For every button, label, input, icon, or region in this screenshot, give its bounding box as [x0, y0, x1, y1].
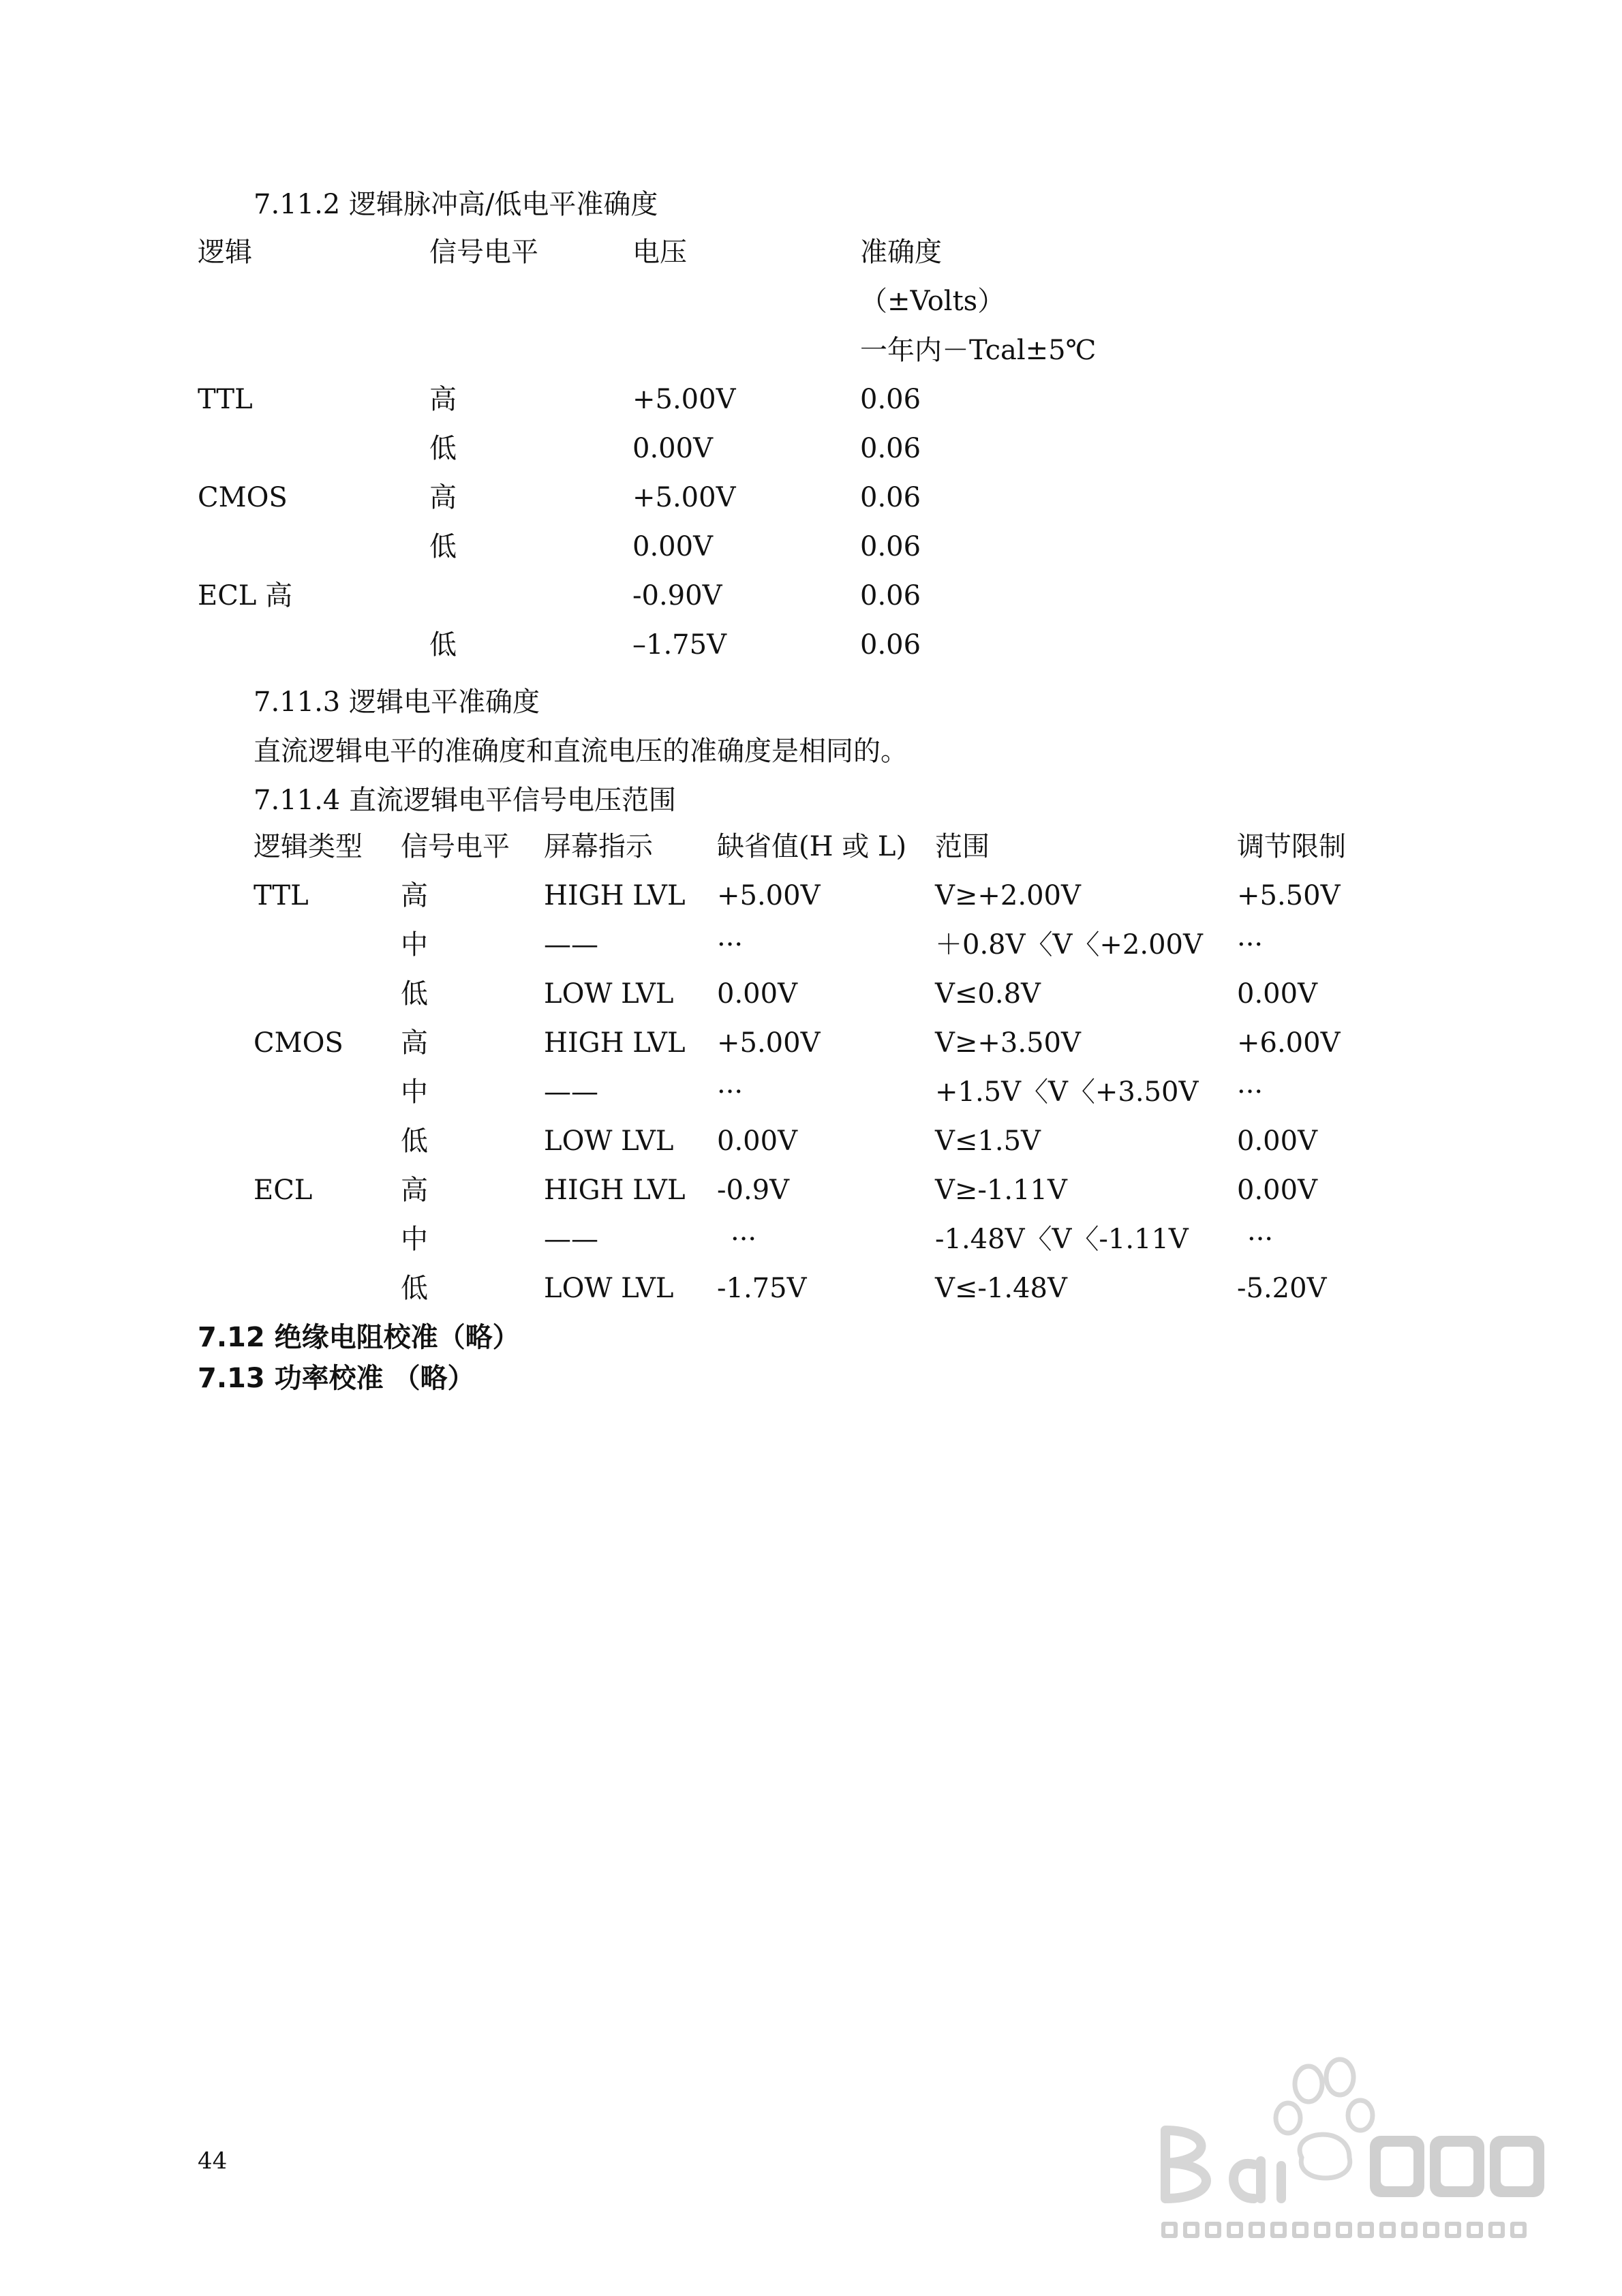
table1-cell-voltage: +5.00V	[632, 384, 736, 415]
table2-cell-default: ···	[717, 1076, 744, 1108]
table1-cell-level: 低	[429, 433, 457, 464]
table1-cell-level: 高	[429, 482, 457, 513]
table2-cell-range: V≤-1.48V	[935, 1273, 1067, 1304]
table-row	[0, 1018, 1622, 1068]
table-row	[0, 473, 1622, 522]
table1-header-accuracy: 准确度	[860, 237, 942, 268]
table-row	[0, 1264, 1622, 1313]
table1-cell-voltage: -0.90V	[632, 580, 722, 611]
table2-cell-level: 高	[401, 1175, 428, 1206]
table2-cell-limit: +6.00V	[1237, 1027, 1341, 1059]
table2-header-display: 屏幕指示	[544, 831, 653, 862]
table1-accuracy-condition: 一年内－Tcal±5℃	[860, 335, 1097, 366]
page-number: 44	[198, 2147, 228, 2175]
table2-cell-display: ——	[544, 1076, 598, 1108]
table2-cell-limit: 0.00V	[1237, 1175, 1317, 1206]
table1-header-voltage: 电压	[632, 237, 687, 268]
table1-cell-voltage: 0.00V	[632, 531, 713, 562]
table2-cell-level: 低	[401, 1273, 428, 1304]
section-7-12-heading: 7.12 绝缘电阻校准（略）	[198, 1322, 520, 1353]
table2-cell-default: 0.00V	[717, 1126, 797, 1157]
table2-cell-limit: +5.50V	[1237, 880, 1341, 911]
table2-cell-default: +5.00V	[717, 880, 821, 911]
table2-cell-display: ——	[544, 929, 598, 961]
table2-cell-range: ＋0.8V〈V〈+2.00V	[935, 929, 1203, 961]
table1-cell-voltage: +5.00V	[632, 482, 736, 513]
table-row	[0, 1166, 1622, 1215]
table2-cell-default: +5.00V	[717, 1027, 821, 1059]
table1-header	[0, 228, 1622, 277]
table2-cell-level: 低	[401, 978, 428, 1010]
table2-cell-type: CMOS	[254, 1027, 343, 1059]
table1-cell-accuracy: 0.06	[860, 384, 921, 415]
table2-cell-default: ···	[717, 929, 744, 961]
table2-cell-display: LOW LVL	[544, 1273, 674, 1304]
table2-header-limit: 调节限制	[1237, 831, 1346, 862]
table2-cell-display: LOW LVL	[544, 978, 674, 1010]
section-7-11-2-title: 7.11.2 逻辑脉冲高/低电平准确度	[254, 189, 658, 220]
table1-header-level: 信号电平	[429, 237, 538, 268]
table2-cell-level: 高	[401, 1027, 428, 1059]
section-7-13-heading: 7.13 功率校准 （略）	[198, 1363, 475, 1394]
table1-cell-logic: ECL 高	[198, 580, 293, 611]
table1-cell-logic: TTL	[198, 384, 253, 415]
table2-header-default: 缺省值(H 或 L)	[717, 831, 907, 862]
table1-cell-accuracy: 0.06	[860, 531, 921, 562]
table2-cell-display: LOW LVL	[544, 1126, 674, 1157]
table2-cell-limit: ···	[1237, 1076, 1264, 1108]
table1-cell-accuracy: 0.06	[860, 433, 921, 464]
section-7-11-4-title: 7.11.4 直流逻辑电平信号电压范围	[254, 785, 676, 816]
table2-cell-default: -1.75V	[717, 1273, 807, 1304]
table2-cell-range: +1.5V〈V〈+3.50V	[935, 1076, 1199, 1108]
table2-cell-range: V≤0.8V	[935, 978, 1041, 1010]
table-row	[0, 424, 1622, 473]
table-row	[0, 1117, 1622, 1166]
table-row	[0, 871, 1622, 920]
table2-cell-level: 中	[401, 1076, 428, 1108]
table2-header-range: 范围	[935, 831, 990, 862]
table1-cell-logic: CMOS	[198, 482, 288, 513]
table2-header-level: 信号电平	[401, 831, 510, 862]
table2-header-type: 逻辑类型	[254, 831, 363, 862]
table2-cell-range: V≥+2.00V	[935, 880, 1081, 911]
table2-cell-type: TTL	[254, 880, 309, 911]
table2-cell-range: V≤1.5V	[935, 1126, 1041, 1157]
table-row	[0, 1068, 1622, 1117]
table2-cell-type: ECL	[254, 1175, 313, 1206]
table2-cell-default: -0.9V	[717, 1175, 790, 1206]
table-row	[0, 571, 1622, 620]
table2-cell-display: HIGH LVL	[544, 1175, 686, 1206]
table2-cell-level: 中	[401, 1224, 428, 1255]
table2-cell-limit: ···	[1237, 929, 1264, 961]
table2-cell-limit: ···	[1247, 1224, 1274, 1255]
table-row	[0, 522, 1622, 571]
table1-header-logic: 逻辑	[198, 237, 252, 268]
baidu-jingyan-watermark	[1152, 2055, 1561, 2253]
table2-cell-limit: -5.20V	[1237, 1273, 1327, 1304]
table1-cell-voltage: 0.00V	[632, 433, 713, 464]
table-row	[0, 1215, 1622, 1264]
table-row	[0, 375, 1622, 424]
table1-accuracy-unit: （±Volts）	[860, 286, 1005, 317]
table-row	[0, 920, 1622, 969]
table1-cell-accuracy: 0.06	[860, 580, 921, 611]
table1-header-unit-row	[0, 277, 1622, 326]
table-row	[0, 620, 1622, 669]
table1-cell-level: 低	[429, 629, 457, 661]
table1-cell-accuracy: 0.06	[860, 629, 921, 661]
table2-cell-level: 低	[401, 1126, 428, 1157]
table2-cell-display: HIGH LVL	[544, 880, 686, 911]
table1-cell-accuracy: 0.06	[860, 482, 921, 513]
table1-header-cond-row	[0, 326, 1622, 375]
table2-header	[0, 822, 1622, 871]
table-row	[0, 969, 1622, 1018]
table2-cell-limit: 0.00V	[1237, 978, 1317, 1010]
table1-cell-voltage: –1.75V	[632, 629, 726, 661]
table2-cell-range: V≥+3.50V	[935, 1027, 1081, 1059]
table2-cell-default: 0.00V	[717, 978, 797, 1010]
table2-cell-default: ···	[731, 1224, 757, 1255]
baidu-paw-logo-icon	[1152, 2055, 1561, 2253]
table1-cell-level: 高	[429, 384, 457, 415]
section-7-11-3-body: 直流逻辑电平的准确度和直流电压的准确度是相同的。	[254, 736, 908, 767]
table2-cell-limit: 0.00V	[1237, 1126, 1317, 1157]
table2-cell-level: 中	[401, 929, 428, 961]
table2-cell-range: V≥-1.11V	[935, 1175, 1067, 1206]
table2-cell-display: ——	[544, 1224, 598, 1255]
table2-cell-range: -1.48V〈V〈-1.11V	[935, 1224, 1189, 1255]
table1-cell-level: 低	[429, 531, 457, 562]
table2-cell-level: 高	[401, 880, 428, 911]
table2-cell-display: HIGH LVL	[544, 1027, 686, 1059]
section-7-11-3-title: 7.11.3 逻辑电平准确度	[254, 686, 540, 718]
